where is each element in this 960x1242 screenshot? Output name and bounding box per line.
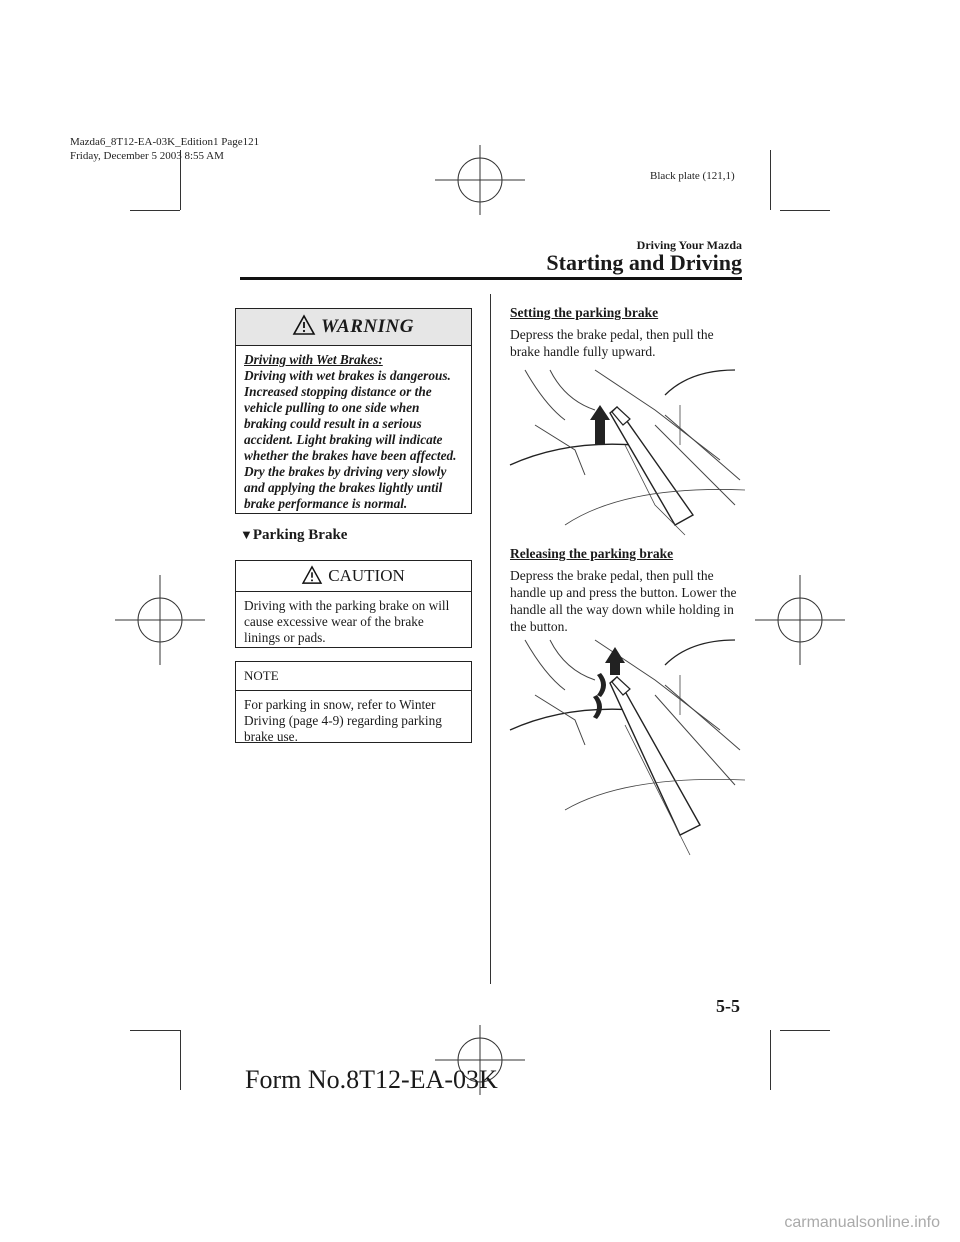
warning-triangle-icon [293, 315, 315, 335]
crosshair-registration-icon [435, 145, 525, 215]
header-rule [240, 277, 742, 280]
caution-header [236, 561, 471, 592]
parking-brake-illustration [505, 365, 745, 535]
warning-label: WARNING [321, 316, 414, 337]
print-meta-line: Mazda6_8T12-EA-03K_Edition1 Page121 [70, 136, 260, 148]
releasing-heading: Releasing the parking brake [510, 546, 674, 561]
parking-brake-heading [240, 527, 347, 544]
warning-body: Driving with wet brakes is dangerous. Increased stopping distance or the vehicle pulling to one side when braking could result in a serious accident. Light braking will indicate whether the brakes have been affected. Dry the brakes by driving very slowly and applying the brakes lightly until brake performance is normal. [244, 368, 457, 511]
watermark: carmanualsonline.info [784, 1214, 940, 1231]
setting-body: Depress the brake pedal, then pull the brake handle fully upward. [510, 327, 714, 359]
note-box [235, 661, 472, 743]
triangle-marker-icon: ▼ [240, 527, 253, 542]
heading-text: Parking Brake [252, 527, 348, 543]
crosshair-registration-icon [115, 575, 205, 665]
page-number: 5-5 [716, 996, 740, 1016]
plate-label: Black plate (121,1) [650, 170, 735, 182]
releasing-body: Depress the brake pedal, then pull the handle up and press the button. Lower the handle all the way down while holding in the button. [510, 568, 737, 634]
form-number: Form No.8T12-EA-03K [245, 1065, 498, 1094]
caution-body: Driving with the parking brake on will cause excessive wear of the brake linings or pads. [244, 598, 450, 645]
parking-brake-release-illustration [505, 635, 745, 860]
print-meta-line: Friday, December 5 2003 8:55 AM [70, 150, 224, 162]
section-subtitle: Driving Your Mazda [636, 238, 742, 252]
setting-heading: Setting the parking brake [510, 305, 659, 320]
warning-title: Driving with Wet Brakes: [244, 352, 383, 367]
caution-label: CAUTION [328, 566, 405, 585]
crosshair-registration-icon [755, 575, 845, 665]
caution-box [235, 560, 472, 648]
section-title: Starting and Driving [546, 250, 742, 275]
warning-box [235, 308, 472, 514]
print-meta [70, 135, 259, 163]
warning-triangle-icon [302, 566, 322, 584]
note-body: For parking in snow, refer to Winter Driving (page 4-9) regarding parking brake use. [244, 697, 442, 744]
column-divider [490, 294, 491, 984]
warning-header [236, 309, 471, 346]
note-label: NOTE [236, 662, 471, 691]
